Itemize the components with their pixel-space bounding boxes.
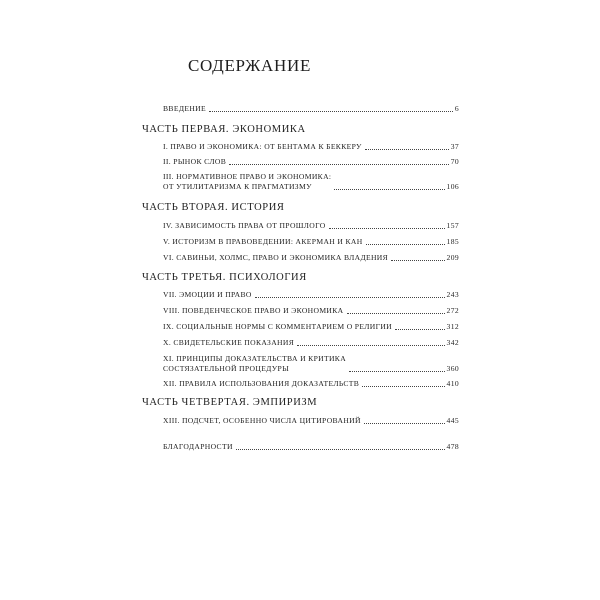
toc-entry-introduction[interactable] [163, 104, 459, 114]
toc-entry-chapter-3[interactable] [163, 172, 459, 192]
dot-leader [366, 244, 445, 245]
entry-page: 209 [446, 253, 459, 262]
entry-label: V. ИСТОРИЗМ В ПРАВОВЕДЕНИИ: АКЕРМАН И КАН [163, 237, 363, 246]
toc-entry-chapter-10[interactable] [163, 338, 459, 348]
dot-leader [364, 423, 445, 424]
entry-page: 243 [446, 290, 459, 299]
dot-leader [365, 149, 449, 150]
entry-label: VIII. ПОВЕДЕНЧЕСКОЕ ПРАВО И ЭКОНОМИКА [163, 306, 344, 315]
entry-label: X. СВИДЕТЕЛЬСКИЕ ПОКАЗАНИЯ [163, 338, 295, 347]
toc-entry-chapter-12[interactable] [163, 379, 459, 389]
toc-entry-chapter-5[interactable] [163, 237, 459, 247]
entry-label: XII. ПРАВИЛА ИСПОЛЬЗОВАНИЯ ДОКАЗАТЕЛЬСТВ [163, 379, 360, 388]
entry-page: 360 [446, 364, 459, 373]
entry-label-line-2: ОТ УТИЛИТАРИЗМА К ПРАГМАТИЗМУ [163, 182, 312, 191]
entry-label: XIII. ПОДСЧЕТ, ОСОБЕННО ЧИСЛА ЦИТИРОВАНИЙ [163, 416, 361, 425]
entry-page: 106 [446, 182, 459, 191]
dot-leader [334, 189, 444, 190]
dot-leader [391, 260, 444, 261]
dot-leader [209, 111, 453, 112]
part-heading-psychology: ЧАСТЬ ТРЕТЬЯ. ПСИХОЛОГИЯ [142, 272, 307, 283]
dot-leader [229, 164, 449, 165]
entry-page: 185 [446, 237, 459, 246]
entry-label-line-1: III. НОРМАТИВНОЕ ПРАВО И ЭКОНОМИКА: [163, 172, 332, 181]
toc-entry-chapter-2[interactable] [163, 157, 459, 167]
toc-entry-chapter-7[interactable] [163, 290, 459, 300]
entry-label: VII. ЭМОЦИИ И ПРАВО [163, 290, 252, 299]
entry-label: БЛАГОДАРНОСТИ [163, 442, 233, 451]
entry-page: 342 [446, 338, 459, 347]
entry-label: IV. ЗАВИСИМОСТЬ ПРАВА ОТ ПРОШЛОГО [163, 221, 326, 230]
toc-entry-chapter-13[interactable] [163, 416, 459, 426]
entry-label: ВВЕДЕНИЕ [163, 104, 206, 113]
dot-leader [236, 449, 445, 450]
entry-label: VI. САВИНЬИ, ХОЛМС, ПРАВО И ЭКОНОМИКА ВЛАДЕНИЯ [163, 253, 389, 262]
dot-leader [349, 371, 444, 372]
page-title: СОДЕРЖАНИЕ [188, 56, 312, 75]
part-heading-history: ЧАСТЬ ВТОРАЯ. ИСТОРИЯ [142, 202, 285, 213]
toc-entry-chapter-8[interactable] [163, 306, 459, 316]
entry-label: I. ПРАВО И ЭКОНОМИКА: ОТ БЕНТАМА К БЕККЕРУ [163, 142, 362, 151]
entry-label: IX. СОЦИАЛЬНЫЕ НОРМЫ С КОММЕНТАРИЕМ О РЕЛИГИИ [163, 322, 393, 331]
entry-page: 6 [454, 104, 459, 113]
part-heading-economics: ЧАСТЬ ПЕРВАЯ. ЭКОНОМИКА [142, 124, 306, 135]
dot-leader [329, 228, 445, 229]
dot-leader [362, 386, 444, 387]
entry-page: 37 [450, 142, 459, 151]
dot-leader [297, 345, 444, 346]
entry-page: 70 [450, 157, 459, 166]
entry-page: 445 [446, 416, 459, 425]
dot-leader [395, 329, 445, 330]
entry-label-line-1: XI. ПРИНЦИПЫ ДОКАЗАТЕЛЬСТВА И КРИТИКА [163, 354, 347, 363]
toc-entry-chapter-1[interactable] [163, 142, 459, 152]
toc-entry-acknowledgements[interactable] [163, 442, 459, 452]
entry-page: 478 [446, 442, 459, 451]
entry-label-lines [163, 172, 331, 192]
dot-leader [255, 297, 445, 298]
entry-page: 410 [446, 379, 459, 388]
toc-entry-chapter-9[interactable] [163, 322, 459, 332]
toc-entry-chapter-11[interactable] [163, 354, 459, 374]
entry-page: 272 [446, 306, 459, 315]
toc-entry-chapter-6[interactable] [163, 253, 459, 263]
part-heading-empiricism: ЧАСТЬ ЧЕТВЕРТАЯ. ЭМПИРИЗМ [142, 397, 318, 408]
toc-entry-chapter-4[interactable] [163, 221, 459, 231]
entry-label-lines [163, 354, 346, 374]
entry-label: II. РЫНОК СЛОВ [163, 157, 227, 166]
entry-label-line-2: СОСТЯЗАТЕЛЬНОЙ ПРОЦЕДУРЫ [163, 364, 290, 373]
entry-page: 157 [446, 221, 459, 230]
entry-page: 312 [446, 322, 459, 331]
dot-leader [347, 313, 445, 314]
